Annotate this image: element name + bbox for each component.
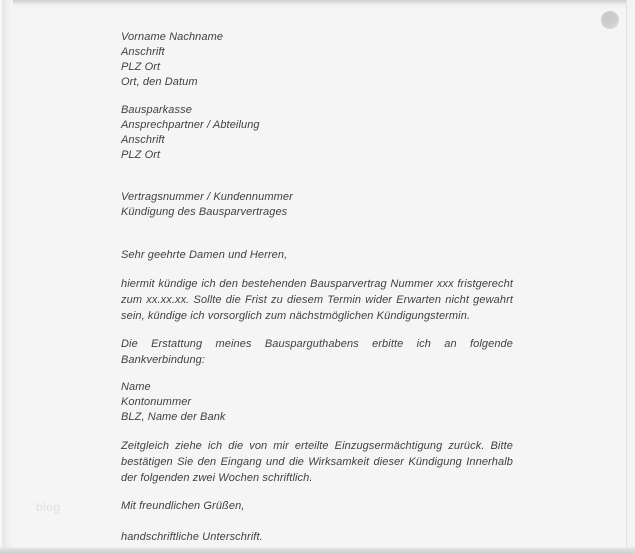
signature-note: handschriftliche Unterschrift. <box>121 531 263 543</box>
body-paragraph-refund: Die Erstattung meines Bausparguthabens erbitte ich an folgende Bankverbindung: <box>121 338 513 366</box>
page-bottom-edge <box>0 547 635 554</box>
sender-date-line: Ort, den Datum <box>121 76 198 88</box>
sender-street-line: Anschrift <box>121 46 165 58</box>
bank-account-line: Kontonummer <box>121 396 192 408</box>
sender-address <box>121 30 513 90</box>
recipient-company-line: Bausparkasse <box>121 104 192 116</box>
closing-line: Mit freundlichen Grüßen, <box>121 500 245 512</box>
bank-blz-line: BLZ, Name der Bank <box>121 411 226 423</box>
page-left-edge <box>0 0 13 554</box>
subject-line: Kündigung des Bausparvertrages <box>121 206 288 218</box>
recipient-city-line: PLZ Ort <box>121 149 161 161</box>
page-top-edge <box>0 0 635 9</box>
watermark-blog: blog <box>36 500 61 514</box>
recipient-street-line: Anschrift <box>121 134 165 146</box>
recipient-address <box>121 103 513 163</box>
contract-number-line: Vertragsnummer / Kundennummer <box>121 191 293 203</box>
sender-city-line: PLZ Ort <box>121 61 161 73</box>
watermark-circle-icon <box>601 11 619 29</box>
letter-body <box>121 30 513 545</box>
sender-name-line: Vorname Nachname <box>121 31 224 43</box>
bank-details-block <box>121 380 513 425</box>
recipient-contact-line: Ansprechpartner / Abteilung <box>121 119 260 131</box>
salutation: Sehr geehrte Damen und Herren, <box>121 249 288 261</box>
subject-block <box>121 190 513 220</box>
page-right-edge <box>626 0 635 554</box>
body-paragraph-termination: hiermit kündige ich den bestehenden Bausparvertrag Nummer xxx fristgerecht zum xx.xx.xx. Sollte die Frist zu diesem Termin wider Erwarten nicht gewahrt sein, kündige ich vorsorglich zum nächstmöglichen Kündigungstermin. <box>121 278 513 322</box>
body-paragraph-confirmation: Zeitgleich ziehe ich die von mir erteilte Einzugsermächtigung zurück. Bitte bestätigen Sie den Eingang und die Wirksamkeit dieser Kündigung Innerhalb der folgenden zwei Wochen schriftlich. <box>121 440 513 484</box>
bank-name-line: Name <box>121 381 151 393</box>
